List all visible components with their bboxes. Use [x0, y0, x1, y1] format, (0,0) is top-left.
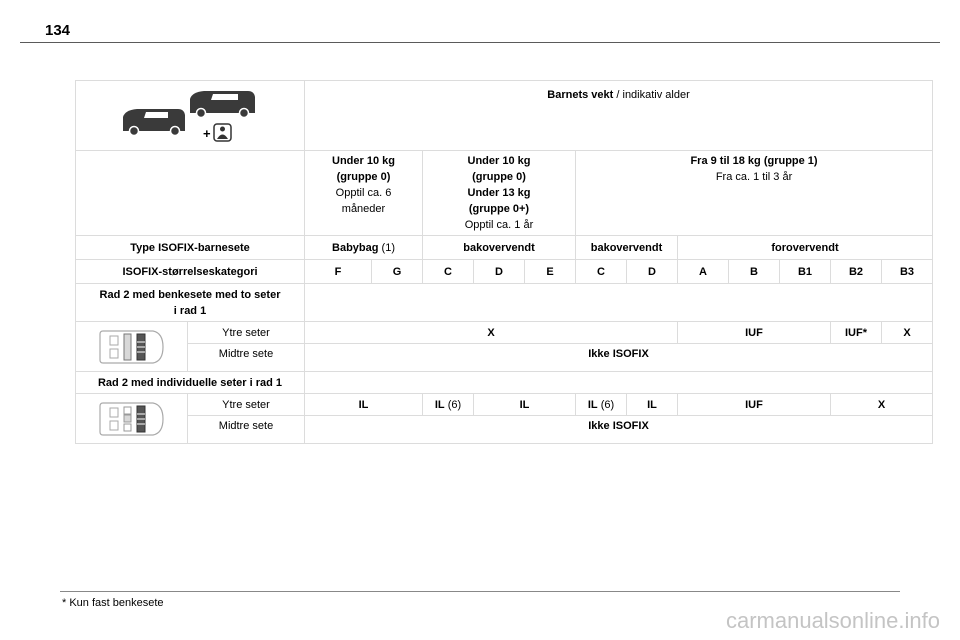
footnote: * Kun fast benkesete [62, 597, 164, 609]
group-0plus-cell: Under 10 kg (gruppe 0) Under 13 kg (gruppe 0+) Opptil ca. 1 år [423, 151, 576, 236]
group-0-cell: Under 10 kg (gruppe 0) Opptil ca. 6 måneder [305, 151, 423, 236]
size-row-label: ISOFIX-størrelseskategori [76, 260, 305, 284]
size-cat: G [372, 260, 423, 284]
watermark: carmanualsonline.info [725, 608, 940, 633]
outer-seats-label: Ytre seter [188, 394, 305, 416]
value-il: IL [305, 394, 423, 416]
outer-seats-label: Ytre seter [188, 322, 305, 344]
type-row-label: Type ISOFIX-barnesete [76, 236, 305, 260]
value-x: X [305, 322, 678, 344]
size-cat: A [678, 260, 729, 284]
value-il-note: IL (6) [576, 394, 627, 416]
empty-cell [305, 372, 933, 394]
individual-seats-layout-icon [97, 399, 167, 439]
middle-seat-label: Midtre sete [188, 416, 305, 444]
value-iuf: IUF [678, 394, 831, 416]
empty-cell [305, 284, 933, 322]
isofix-table [75, 80, 933, 444]
size-cat: C [423, 260, 474, 284]
weight-header: Barnets vekt / indikativ alder [305, 81, 933, 151]
vehicle-illustration-cell [76, 81, 305, 151]
value-il: IL [474, 394, 576, 416]
vehicle-child-seat-icon [120, 85, 260, 143]
size-cat: F [305, 260, 372, 284]
middle-seat-label: Midtre sete [188, 344, 305, 372]
header-rule [20, 42, 940, 43]
size-cat: C [576, 260, 627, 284]
middle-seat-value: Ikke ISOFIX [305, 416, 933, 444]
empty-cell [76, 151, 305, 236]
size-cat: B3 [882, 260, 933, 284]
rearward-cell-2: bakovervendt [576, 236, 678, 260]
seat-diagram-cell [76, 322, 188, 372]
section-bench-title: Rad 2 med benkesete med to seter i rad 1 [76, 284, 305, 322]
value-il: IL [627, 394, 678, 416]
value-iuf: IUF [678, 322, 831, 344]
size-cat: B [729, 260, 780, 284]
rearward-cell-1: bakovervendt [423, 236, 576, 260]
group-1-cell: Fra 9 til 18 kg (gruppe 1) Fra ca. 1 til 3 år [576, 151, 933, 236]
value-x: X [882, 322, 933, 344]
size-cat: D [474, 260, 525, 284]
middle-seat-value: Ikke ISOFIX [305, 344, 933, 372]
page-number: 134 [45, 22, 71, 39]
size-cat: B2 [831, 260, 882, 284]
value-il-note: IL (6) [423, 394, 474, 416]
value-iuf-star: IUF* [831, 322, 882, 344]
section-individual-title: Rad 2 med individuelle seter i rad 1 [76, 372, 305, 394]
svg-text:+: + [203, 126, 211, 141]
value-x: X [831, 394, 933, 416]
size-cat: E [525, 260, 576, 284]
footnote-rule [60, 591, 900, 592]
size-cat: B1 [780, 260, 831, 284]
bench-seat-layout-icon [97, 327, 167, 367]
babybag-cell: Babybag (1) [305, 236, 423, 260]
size-cat: D [627, 260, 678, 284]
seat-diagram-cell [76, 394, 188, 444]
forward-cell: forovervendt [678, 236, 933, 260]
